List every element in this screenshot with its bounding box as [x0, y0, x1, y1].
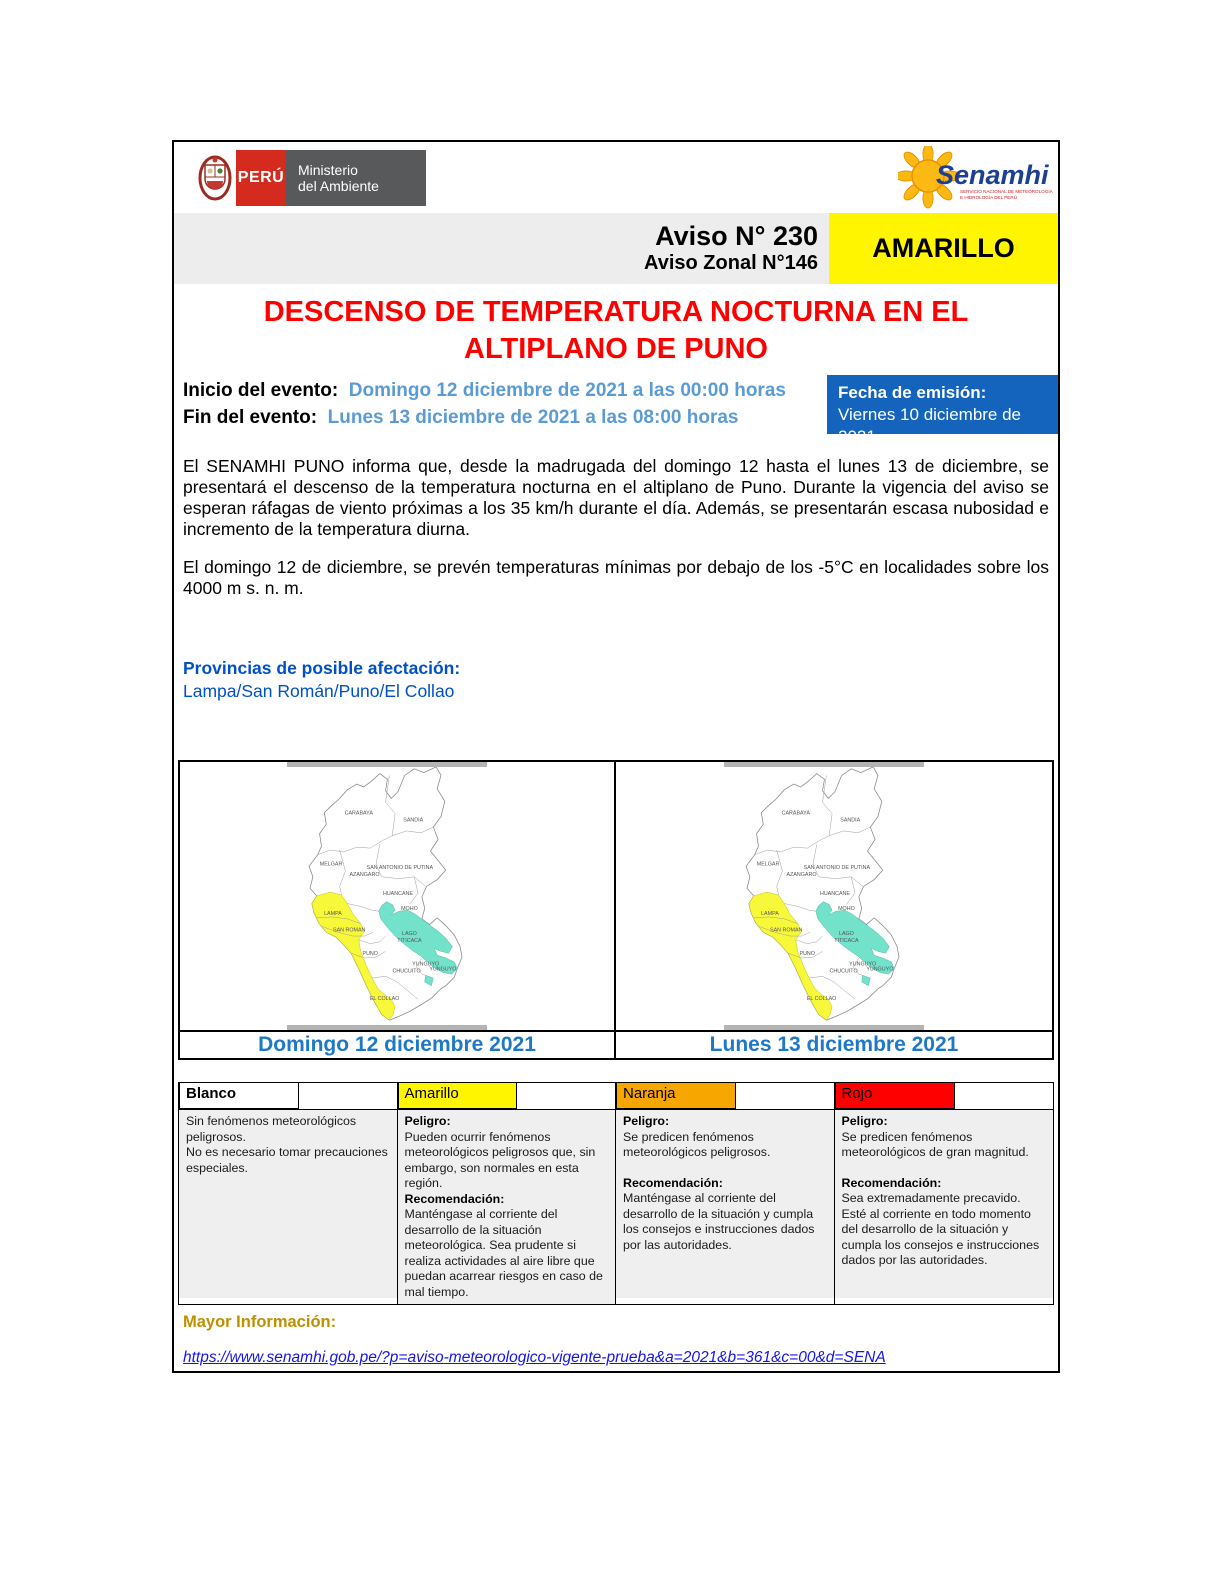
alert-legend-table — [178, 1082, 1054, 1305]
province-label: AZANGARO — [349, 871, 380, 878]
body-paragraph-1: El SENAMHI PUNO informa que, desde la madrugada del domingo 12 hasta el lunes 13 de diciembre, se presentará el descenso de la temperatura nocturna en el altiplano de Puno. Durante la vigencia del aviso se esperan ráfagas de viento próximas a los 35 km/h durante el día. Además, se presentarán escasa nubosidad e incremento de la temperatura diurna. — [183, 456, 1049, 539]
legend-text-rojo: Peligro: Se predicen fenómenos meteorológicos de gran magnitud. Recomendación: Sea extremadamente precavido. Esté al corriente en todo momento del desarrollo de la situación y cumpla los consejos e instrucciones dados por las autoridades. — [835, 1110, 1054, 1298]
province-label: MOHO — [401, 906, 418, 913]
province-label: SANDIA — [403, 817, 424, 824]
province-label: LAGO — [401, 931, 417, 938]
province-label: LAGO — [838, 931, 854, 938]
senamhi-logo — [898, 146, 1054, 212]
map-domingo — [180, 762, 616, 1030]
notice-zonal-number: Aviso Zonal N°146 — [644, 252, 818, 274]
provinces-heading: Provincias de posible afectación: — [183, 658, 461, 678]
legend-text-blanco: Sin fenómenos meteorológicos peligrosos. No es necesario tomar precauciones especiales. — [179, 1110, 397, 1298]
more-info-label: Mayor Información: — [183, 1313, 337, 1331]
province-label: HUANCANE — [819, 890, 850, 897]
province-label: CHUCUITO — [829, 968, 858, 975]
map-lunes — [616, 762, 1052, 1030]
more-info-link-row — [183, 1349, 1049, 1367]
senamhi-url-link[interactable]: https://www.senamhi.gob.pe/?p=aviso-meteorologico-vigente-prueba&a=2021&b=361&c=00&d=SENA — [183, 1349, 886, 1366]
emission-date-value: Viernes 10 diciembre de 2021 — [838, 405, 1022, 446]
legend-column-rojo — [835, 1083, 1054, 1304]
emission-date-box — [827, 375, 1058, 446]
weather-notice-document — [172, 140, 1060, 1373]
map-scrollbar-top — [287, 762, 487, 767]
province-label: SAN ROMAN — [333, 927, 366, 934]
province-label: YUNGUYO — [412, 961, 440, 968]
provinces-block — [183, 657, 1049, 703]
ministry-line1: Ministerio — [298, 162, 358, 178]
province-label: PUNO — [362, 951, 378, 958]
province-label: SANDIA — [840, 817, 861, 824]
peru-wordmark — [236, 150, 286, 206]
map-caption-domingo: Domingo 12 diciembre 2021 — [180, 1030, 616, 1058]
legend-column-amarillo — [398, 1083, 617, 1304]
notice-number: Aviso N° 230 — [655, 221, 818, 251]
province-label: MELGAR — [319, 861, 343, 868]
province-label: MELGAR — [756, 861, 780, 868]
ministry-name — [286, 150, 426, 206]
legend-chip-blanco: Blanco — [179, 1083, 299, 1109]
senamhi-subtitle-1: SERVICIO NACIONAL DE METEOROLOGÍA — [960, 189, 1053, 194]
senamhi-subtitle-2: E HIDROLOGÍA DEL PERÚ — [960, 195, 1018, 200]
province-label: CARABAYA — [781, 810, 810, 817]
document-title: DESCENSO DE TEMPERATURA NOCTURNA EN EL ALTIPLANO DE PUNO — [263, 296, 969, 365]
province-label: YUNGUYO — [849, 961, 877, 968]
province-label: TITICACA — [397, 937, 422, 944]
event-start-label: Inicio del evento: — [183, 380, 339, 401]
map-scrollbar-top — [724, 762, 924, 767]
legend-text-naranja: Peligro: Se predicen fenómenos meteorológicos peligrosos. Recomendación: Manténgase al corriente del desarrollo de la situación y cumpla los consejos e instrucciones dados por las autoridades. — [616, 1110, 834, 1298]
emission-date-label: Fecha de emisión: — [838, 383, 987, 402]
legend-column-blanco — [179, 1083, 398, 1304]
province-label: MOHO — [838, 906, 855, 913]
province-label: CHUCUITO — [392, 968, 421, 975]
alert-level-badge: AMARILLO — [829, 213, 1058, 284]
senamhi-wordmark: Senamhi — [936, 160, 1049, 190]
province-label: TITICACA — [834, 937, 859, 944]
peru-coat-of-arms-icon — [194, 150, 236, 206]
legend-column-naranja — [616, 1083, 835, 1304]
legend-chip-amarillo: Amarillo — [398, 1083, 518, 1109]
legend-chip-naranja: Naranja — [616, 1083, 736, 1109]
header — [174, 147, 1058, 211]
province-label: HUANCANE — [382, 890, 413, 897]
legend-chip-rojo: Rojo — [835, 1083, 955, 1109]
province-label: LAMPA — [324, 911, 342, 918]
map-scrollbar-bottom — [724, 1025, 924, 1030]
peru-label: PERÚ — [237, 169, 285, 186]
body-paragraph-2: El domingo 12 de diciembre, se prevén temperaturas mínimas por debajo de los -5°C en localidades sobre los 4000 m s. n. m. — [183, 557, 1049, 598]
province-label: LAMPA — [761, 911, 779, 918]
province-label: SAN ANTONIO DE PUTINA — [366, 865, 434, 872]
province-label: CARABAYA — [344, 810, 373, 817]
maps-table — [178, 760, 1054, 1060]
province-label: YUNGUYO — [429, 966, 457, 973]
map-scrollbar-bottom — [287, 1025, 487, 1030]
province-label: SAN ANTONIO DE PUTINA — [803, 865, 871, 872]
province-label: EL COLLAO — [806, 996, 837, 1003]
event-dates — [174, 377, 1058, 446]
map-caption-lunes: Lunes 13 diciembre 2021 — [616, 1030, 1052, 1058]
event-end-label: Fin del evento: — [183, 407, 318, 428]
legend-text-amarillo: Peligro: Pueden ocurrir fenómenos meteorológicos peligrosos que, sin embargo, son normales en esta región. Recomendación: Manténgase al corriente del desarrollo de la situación meteorológica. Sea prudente si realiza actividades al aire libre que puedan acarrear riesgos en caso de mal tiempo. — [398, 1110, 616, 1304]
event-start-value: Domingo 12 diciembre de 2021 a las 00:00 horas — [348, 380, 786, 401]
provinces-list: Lampa/San Román/Puno/El Collao — [183, 681, 455, 701]
province-label: PUNO — [799, 951, 815, 958]
province-label: EL COLLAO — [369, 996, 400, 1003]
ministry-logo — [194, 150, 426, 206]
notice-numbers — [644, 221, 818, 276]
notice-bar — [174, 213, 1058, 284]
province-label: SAN ROMAN — [770, 927, 803, 934]
province-label: AZANGARO — [786, 871, 817, 878]
event-end-value: Lunes 13 diciembre de 2021 a las 08:00 horas — [327, 407, 739, 428]
province-label: YUNGUYO — [866, 966, 894, 973]
ministry-line2: del Ambiente — [298, 178, 379, 194]
